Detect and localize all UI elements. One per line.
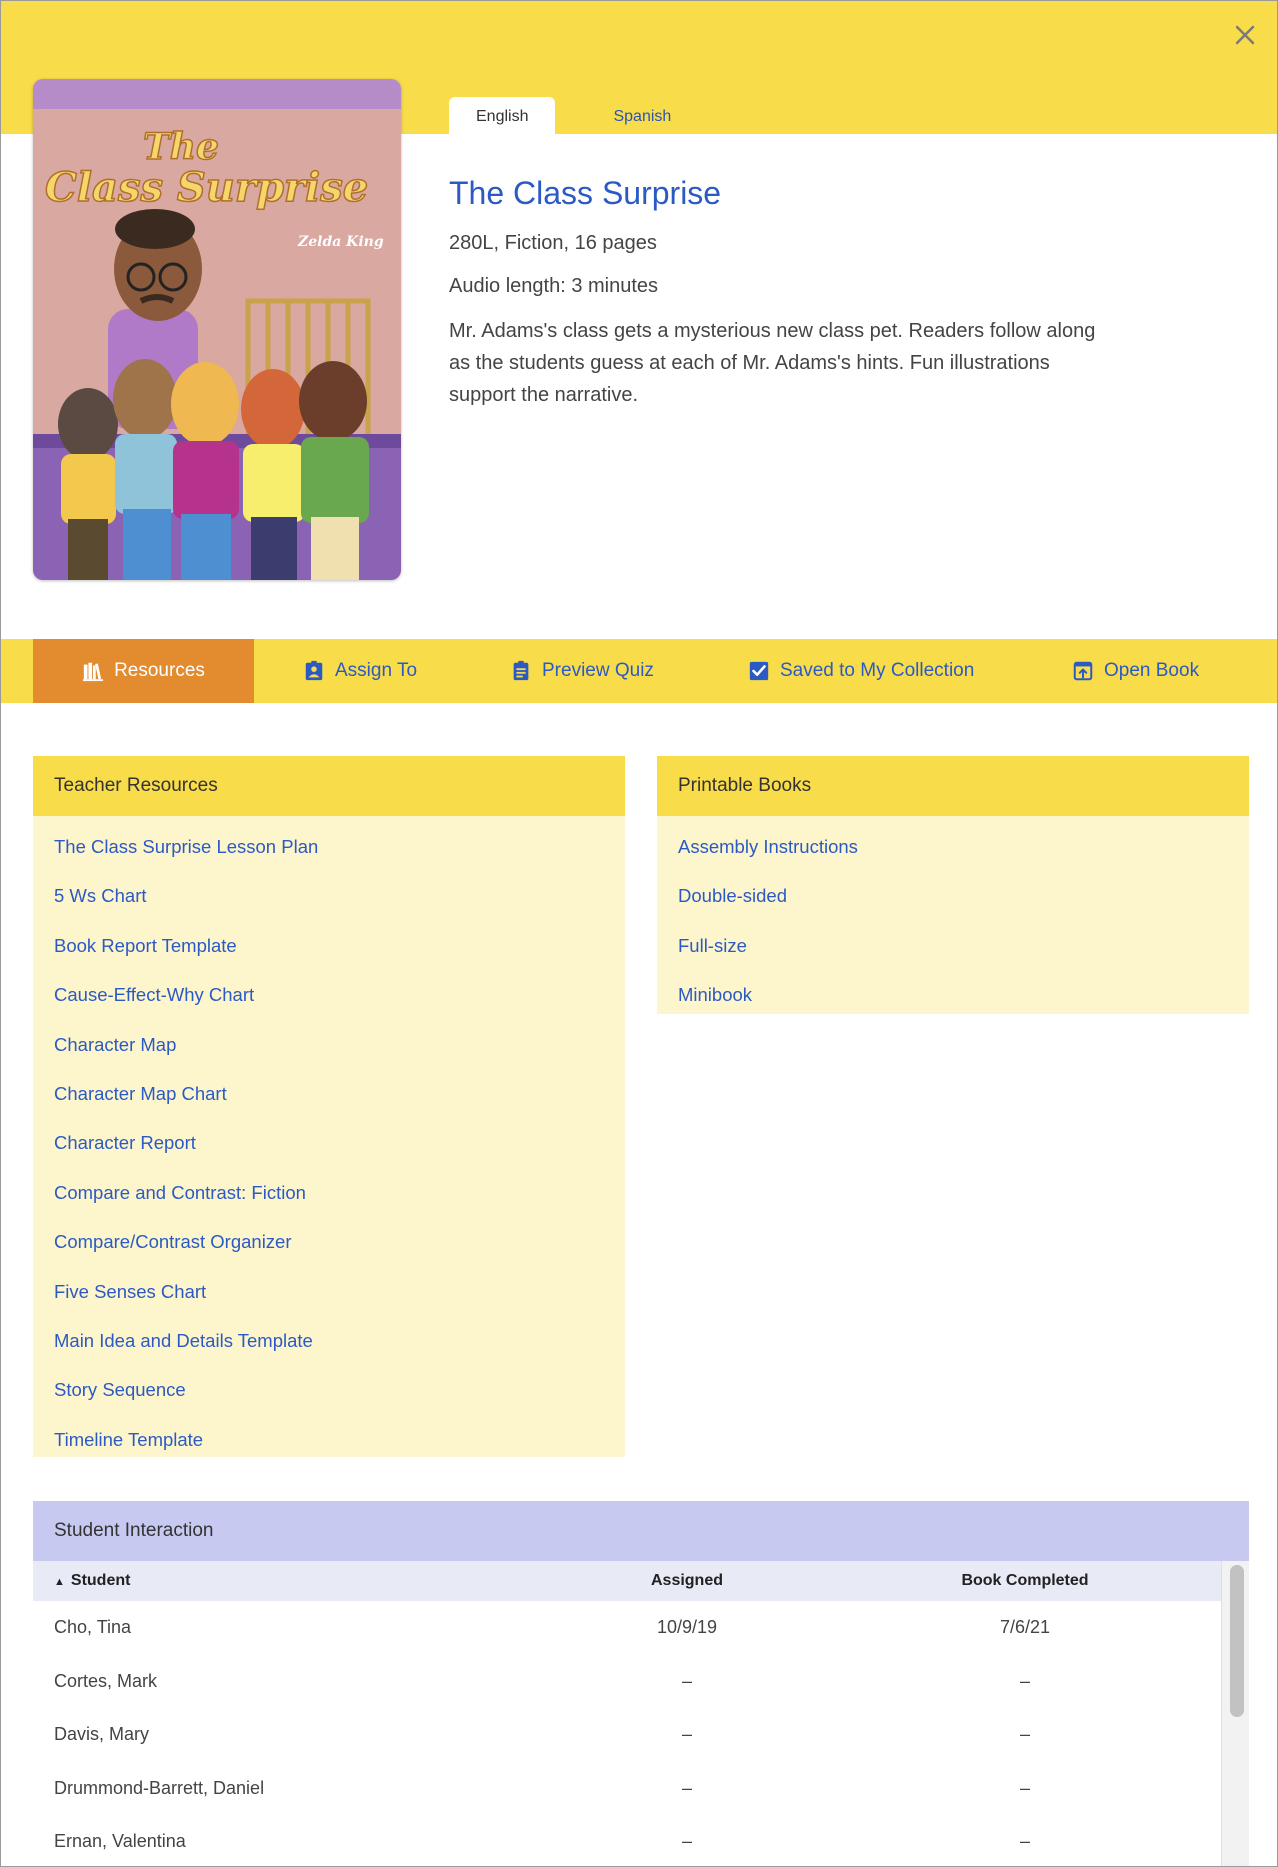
resource-link[interactable]: Five Senses Chart [54,1280,207,1302]
assigned-date: – [681,1777,692,1798]
book-meta: 280L, Fiction, 16 pages [449,232,657,254]
resource-link[interactable]: Cause-Effect-Why Chart [54,984,255,1006]
resource-link[interactable]: Compare and Contrast: Fiction [54,1181,306,1203]
table-row [33,1762,1221,1816]
student-interaction-heading: Student Interaction [33,1501,1249,1561]
sort-ascending-icon: ▲ [54,1576,65,1588]
language-tabs [449,97,698,134]
cover-title-line1: The [143,126,219,168]
resource-link[interactable]: Story Sequence [54,1379,186,1401]
table-row [33,1815,1221,1867]
printable-link[interactable]: Double-sided [678,885,788,907]
student-name: Cho, Tina [54,1617,132,1638]
saved-collection-button[interactable] [748,639,974,703]
printable-link[interactable]: Assembly Instructions [678,836,858,857]
printable-link[interactable]: Minibook [678,984,753,1006]
resource-link[interactable]: Timeline Template [54,1428,204,1450]
books-icon [82,660,104,682]
column-student-label: Student [70,1572,131,1589]
resource-link[interactable]: Main Idea and Details Template [54,1329,313,1351]
close-button[interactable] [1229,19,1261,51]
tab-spanish[interactable]: Spanish [613,108,672,125]
book-description: Mr. Adams's class gets a mysterious new class pet. Readers follow along as the students guess at each of Mr. Adams's hints. Fun illustrations support the narrative. [449,320,1096,406]
resource-link[interactable]: Compare/Contrast Organizer [54,1231,292,1253]
completed-date: – [1019,1831,1030,1852]
teacher-resources-panel [33,756,625,1457]
resources-label: Resources [114,660,205,681]
student-name: Cortes, Mark [54,1670,158,1691]
student-name: Drummond-Barrett, Daniel [54,1777,265,1798]
completed-date: – [1019,1670,1030,1691]
assign-to-label: Assign To [335,660,418,681]
teacher-resources-list [33,816,625,1464]
assign-to-button[interactable] [303,639,417,703]
scrollbar-thumb[interactable] [1230,1565,1244,1717]
saved-collection-label: Saved to My Collection [780,660,975,681]
open-book-button[interactable] [1072,639,1199,703]
table-row [33,1655,1221,1709]
printable-books-list [657,816,1249,1020]
clipboard-icon [510,660,532,682]
resource-link[interactable]: The Class Surprise Lesson Plan [54,836,319,857]
student-table [33,1561,1221,1867]
resources-button[interactable] [33,639,254,703]
column-book-completed[interactable]: Book Completed [961,1572,1089,1589]
assigned-date: – [681,1831,692,1852]
resource-link[interactable]: Character Map [54,1033,177,1055]
table-row [33,1601,1221,1655]
resource-link[interactable]: Book Report Template [54,934,237,956]
assigned-date: 10/9/19 [656,1617,718,1638]
close-icon [1229,19,1261,51]
column-assigned[interactable]: Assigned [650,1572,723,1589]
preview-quiz-label: Preview Quiz [542,660,654,681]
preview-quiz-button[interactable] [510,639,654,703]
table-scrollbar[interactable] [1221,1561,1249,1867]
printable-link[interactable]: Full-size [678,934,747,956]
column-student[interactable] [33,1572,629,1590]
completed-date: – [1019,1724,1030,1745]
teacher-resources-heading: Teacher Resources [33,756,625,816]
resource-link[interactable]: Character Map Chart [54,1082,227,1104]
printable-books-panel [657,756,1249,1014]
open-book-label: Open Book [1104,660,1200,681]
cover-author: Zelda King [298,234,384,250]
table-header-row [33,1561,1221,1601]
assignment-person-icon [303,660,325,682]
table-row [33,1708,1221,1762]
book-cover-illustration [33,79,401,580]
student-name: Ernan, Valentina [54,1831,186,1852]
checkbox-checked-icon [748,660,770,682]
audio-length: Audio length: 3 minutes [449,275,659,297]
resource-link[interactable]: 5 Ws Chart [54,885,147,907]
student-interaction-panel [33,1501,1249,1867]
completed-date: 7/6/21 [999,1617,1051,1638]
book-title: The Class Surprise [449,175,722,211]
completed-date: – [1019,1777,1030,1798]
book-cover[interactable] [33,79,401,580]
assigned-date: – [681,1724,692,1745]
cover-title-line2: Class Surprise [45,164,369,211]
tab-english[interactable]: English [449,97,555,134]
action-toolbar [1,639,1278,703]
resource-link[interactable]: Character Report [54,1132,196,1154]
printable-books-heading: Printable Books [657,756,1249,816]
student-name: Davis, Mary [54,1724,150,1745]
open-external-icon [1072,660,1094,682]
assigned-date: – [681,1670,692,1691]
